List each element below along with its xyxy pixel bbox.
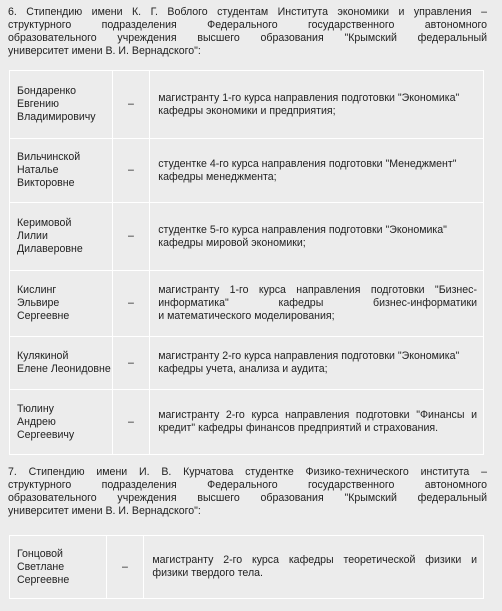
recipient-description: студентке 5-го курса направления подготовки "Экономика" кафедры мировой экономики; bbox=[150, 203, 484, 271]
paragraph-line: 6. Стипендию имени К. Г. Воблого студентам Института экономики и управления – bbox=[8, 6, 487, 18]
recipient-description: магистранту 2-го курса кафедры теоретической физики и физики твердого тела. bbox=[144, 536, 484, 599]
paragraph-line: структурного подразделения Федерального государственного автономного bbox=[8, 479, 487, 491]
dash-separator: – bbox=[112, 390, 150, 455]
recipient-name: Гонцовой Светлане Сергеевне bbox=[10, 536, 107, 599]
recipient-name: Кулякиной Елене Леонидовне bbox=[10, 337, 113, 390]
recipient-name: Вильчинской Наталье Викторовне bbox=[10, 139, 113, 203]
section-6-recipients-table bbox=[9, 70, 484, 455]
table-row bbox=[10, 71, 484, 139]
recipient-name: Керимовой Лилии Дилаверовне bbox=[10, 203, 113, 271]
table-row bbox=[10, 337, 484, 390]
paragraph-line: структурного подразделения Федерального государственного автономного bbox=[8, 19, 487, 31]
recipient-name: Тюлину Андрею Сергеевичу bbox=[10, 390, 113, 455]
recipient-description: студентке 4-го курса направления подготовки "Менеджмент" кафедры менеджмента; bbox=[150, 139, 484, 203]
recipient-description: магистранту 1-го курса направления подготовки "Экономика" кафедры экономики и предприятия; bbox=[150, 71, 484, 139]
section-7-paragraph bbox=[8, 466, 487, 518]
paragraph-line: образовательного учреждения высшего образования "Крымский федеральный bbox=[8, 492, 487, 504]
table-row bbox=[10, 139, 484, 203]
table-row bbox=[10, 271, 484, 337]
paragraph-line: университет имени В. И. Вернадского": bbox=[8, 45, 201, 57]
dash-separator: – bbox=[106, 536, 144, 599]
recipient-name: Кислинг Эльвире Сергеевне bbox=[10, 271, 113, 337]
dash-separator: – bbox=[112, 139, 150, 203]
dash-separator: – bbox=[112, 71, 150, 139]
paragraph-line: образовательного учреждения высшего образования "Крымский федеральный bbox=[8, 32, 487, 44]
recipient-description: магистранту 2-го курса направления подготовки "Финансы и кредит" кафедры финансов предприятий и страхования. bbox=[150, 390, 484, 455]
paragraph-line: 7. Стипендию имени И. В. Курчатова студентке Физико-технического института – bbox=[8, 466, 487, 478]
recipient-description: магистранту 1-го курса направления подготовки "Бизнес- информатика" кафедры бизнес-информатики и математического моделирования; bbox=[150, 271, 484, 337]
dash-separator: – bbox=[112, 203, 150, 271]
section-7-recipients-table bbox=[9, 535, 484, 599]
paragraph-line: университет имени В. И. Вернадского": bbox=[8, 505, 201, 517]
table-row bbox=[10, 536, 484, 599]
section-6-paragraph bbox=[8, 6, 487, 58]
table-row bbox=[10, 203, 484, 271]
recipient-name: Бондаренко Евгению Владимировичу bbox=[10, 71, 113, 139]
dash-separator: – bbox=[112, 337, 150, 390]
recipient-description: магистранту 2-го курса направления подготовки "Экономика" кафедры учета, анализа и аудита; bbox=[150, 337, 484, 390]
dash-separator: – bbox=[112, 271, 150, 337]
table-row bbox=[10, 390, 484, 455]
